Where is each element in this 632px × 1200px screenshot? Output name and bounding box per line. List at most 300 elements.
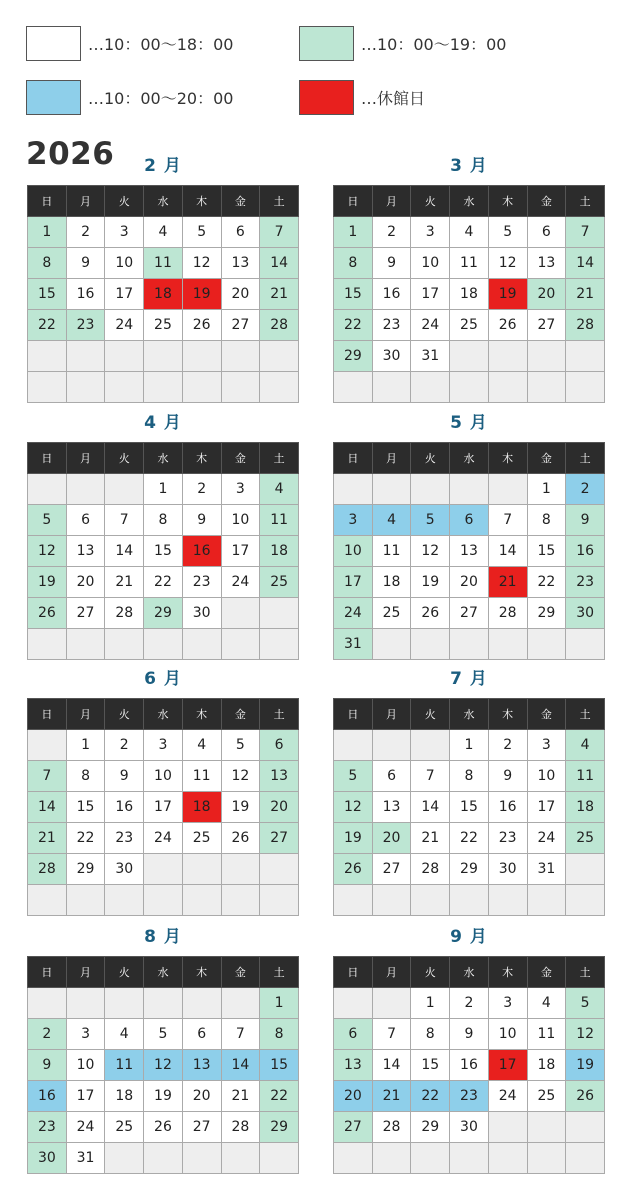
day-cell: 10 (144, 761, 183, 792)
day-cell: 17 (66, 1081, 105, 1112)
day-cell: 7 (372, 1019, 411, 1050)
month-calendar (27, 926, 299, 1174)
weekday-header: 月 (372, 186, 411, 217)
weekday-header: 日 (334, 443, 373, 474)
weekday-header: 日 (334, 186, 373, 217)
day-cell: 17 (144, 792, 183, 823)
empty-cell (66, 341, 105, 372)
day-cell: 25 (527, 1081, 566, 1112)
day-cell: 28 (488, 598, 527, 629)
month-title: 8 月 (144, 927, 182, 947)
week-row (334, 988, 605, 1019)
day-cell: 2 (28, 1019, 67, 1050)
day-cell: 20 (527, 279, 566, 310)
empty-cell (527, 1112, 566, 1143)
weekday-header-row (334, 957, 605, 988)
day-cell: 1 (334, 217, 373, 248)
empty-cell (411, 730, 450, 761)
day-cell: 5 (28, 505, 67, 536)
empty-cell (450, 474, 489, 505)
day-cell: 16 (372, 279, 411, 310)
weekday-header: 土 (566, 443, 605, 474)
day-cell: 29 (66, 854, 105, 885)
empty-cell (144, 341, 183, 372)
day-cell: 28 (105, 598, 144, 629)
empty-cell (411, 372, 450, 403)
empty-cell (450, 885, 489, 916)
day-cell: 13 (221, 248, 260, 279)
weekday-header: 土 (566, 699, 605, 730)
day-cell: 23 (105, 823, 144, 854)
legend-label: …10：00〜19：00 (361, 35, 507, 54)
legend-swatch-white (26, 26, 81, 61)
month-table (27, 698, 299, 916)
day-cell: 16 (566, 536, 605, 567)
day-cell: 26 (144, 1112, 183, 1143)
day-cell: 22 (66, 823, 105, 854)
weekday-header-row (28, 443, 299, 474)
day-cell: 15 (411, 1050, 450, 1081)
week-row (334, 536, 605, 567)
day-cell: 11 (450, 248, 489, 279)
month-table (27, 185, 299, 403)
day-cell: 20 (66, 567, 105, 598)
week-row (334, 310, 605, 341)
week-row (334, 761, 605, 792)
weekday-header: 水 (450, 186, 489, 217)
day-cell: 4 (527, 988, 566, 1019)
day-cell: 7 (105, 505, 144, 536)
day-cell: 29 (411, 1112, 450, 1143)
empty-cell (527, 372, 566, 403)
empty-cell (144, 372, 183, 403)
day-cell: 17 (221, 536, 260, 567)
day-cell: 28 (28, 854, 67, 885)
day-cell: 9 (372, 248, 411, 279)
day-cell: 14 (105, 536, 144, 567)
day-cell: 11 (527, 1019, 566, 1050)
weekday-header: 火 (105, 443, 144, 474)
day-cell: 24 (527, 823, 566, 854)
weekday-header: 水 (144, 699, 183, 730)
day-cell: 10 (488, 1019, 527, 1050)
month-calendar (333, 668, 605, 916)
day-cell: 1 (260, 988, 299, 1019)
empty-cell (105, 474, 144, 505)
day-cell: 11 (260, 505, 299, 536)
day-cell: 29 (527, 598, 566, 629)
day-cell: 13 (334, 1050, 373, 1081)
day-cell: 11 (144, 248, 183, 279)
week-row (334, 885, 605, 916)
empty-cell (144, 988, 183, 1019)
week-row (28, 505, 299, 536)
empty-cell (527, 1143, 566, 1174)
day-cell: 1 (144, 474, 183, 505)
day-cell: 17 (334, 567, 373, 598)
empty-cell (334, 730, 373, 761)
day-cell: 20 (182, 1081, 221, 1112)
legend-item-closed (299, 80, 425, 115)
week-row (334, 598, 605, 629)
month-table (333, 698, 605, 916)
day-cell: 2 (105, 730, 144, 761)
weekday-header: 金 (527, 957, 566, 988)
empty-cell (488, 341, 527, 372)
month-title: 9 月 (450, 927, 488, 947)
week-row (28, 792, 299, 823)
weekday-header: 木 (488, 186, 527, 217)
week-row (28, 885, 299, 916)
day-cell: 22 (450, 823, 489, 854)
day-cell: 18 (105, 1081, 144, 1112)
day-cell: 20 (372, 823, 411, 854)
day-cell: 20 (260, 792, 299, 823)
day-cell: 24 (488, 1081, 527, 1112)
weekday-header: 土 (260, 699, 299, 730)
weekday-header: 火 (411, 186, 450, 217)
day-cell: 21 (488, 567, 527, 598)
empty-cell (450, 629, 489, 660)
day-cell: 2 (66, 217, 105, 248)
day-cell: 23 (566, 567, 605, 598)
legend-label: …10：00〜18：00 (88, 35, 234, 54)
day-cell: 15 (144, 536, 183, 567)
day-cell: 28 (221, 1112, 260, 1143)
weekday-header: 日 (28, 186, 67, 217)
empty-cell (105, 988, 144, 1019)
empty-cell (28, 885, 67, 916)
weekday-header: 金 (527, 186, 566, 217)
empty-cell (372, 372, 411, 403)
day-cell: 22 (411, 1081, 450, 1112)
weekday-header: 木 (182, 699, 221, 730)
weekday-header: 木 (488, 699, 527, 730)
day-cell: 30 (105, 854, 144, 885)
empty-cell (411, 629, 450, 660)
day-cell: 12 (144, 1050, 183, 1081)
week-row (28, 567, 299, 598)
empty-cell (221, 854, 260, 885)
day-cell: 24 (66, 1112, 105, 1143)
day-cell: 14 (411, 792, 450, 823)
empty-cell (488, 1112, 527, 1143)
day-cell: 21 (105, 567, 144, 598)
day-cell: 15 (527, 536, 566, 567)
empty-cell (260, 598, 299, 629)
day-cell: 26 (334, 854, 373, 885)
empty-cell (144, 885, 183, 916)
empty-cell (527, 885, 566, 916)
day-cell: 25 (372, 598, 411, 629)
day-cell: 24 (221, 567, 260, 598)
day-cell: 31 (334, 629, 373, 660)
day-cell: 14 (372, 1050, 411, 1081)
day-cell: 2 (488, 730, 527, 761)
day-cell: 1 (527, 474, 566, 505)
weekday-header-row (334, 443, 605, 474)
day-cell: 8 (260, 1019, 299, 1050)
day-cell: 9 (450, 1019, 489, 1050)
empty-cell (66, 372, 105, 403)
day-cell: 23 (66, 310, 105, 341)
day-cell: 21 (411, 823, 450, 854)
day-cell: 27 (450, 598, 489, 629)
weekday-header: 金 (527, 443, 566, 474)
day-cell: 29 (260, 1112, 299, 1143)
month-title: 4 月 (144, 413, 182, 433)
day-cell: 13 (372, 792, 411, 823)
week-row (334, 1143, 605, 1174)
week-row (28, 1143, 299, 1174)
day-cell: 17 (105, 279, 144, 310)
weekday-header: 金 (221, 699, 260, 730)
day-cell: 5 (144, 1019, 183, 1050)
day-cell: 4 (182, 730, 221, 761)
day-cell: 25 (182, 823, 221, 854)
day-cell: 15 (334, 279, 373, 310)
month-table (333, 956, 605, 1174)
week-row (334, 823, 605, 854)
day-cell: 5 (411, 505, 450, 536)
day-cell: 10 (334, 536, 373, 567)
weekday-header-row (28, 699, 299, 730)
day-cell: 18 (182, 792, 221, 823)
day-cell: 28 (260, 310, 299, 341)
day-cell: 16 (105, 792, 144, 823)
week-row (28, 217, 299, 248)
day-cell: 5 (221, 730, 260, 761)
day-cell: 8 (411, 1019, 450, 1050)
weekday-header: 金 (527, 699, 566, 730)
day-cell: 26 (28, 598, 67, 629)
day-cell: 3 (144, 730, 183, 761)
day-cell: 19 (411, 567, 450, 598)
day-cell: 14 (260, 248, 299, 279)
empty-cell (527, 629, 566, 660)
day-cell: 25 (105, 1112, 144, 1143)
day-cell: 24 (144, 823, 183, 854)
empty-cell (105, 372, 144, 403)
day-cell: 16 (450, 1050, 489, 1081)
day-cell: 26 (488, 310, 527, 341)
empty-cell (488, 474, 527, 505)
week-row (28, 474, 299, 505)
day-cell: 20 (334, 1081, 373, 1112)
day-cell: 13 (182, 1050, 221, 1081)
month-calendar (333, 155, 605, 403)
day-cell: 1 (411, 988, 450, 1019)
legend-item-10-20 (26, 80, 233, 115)
weekday-header: 日 (28, 957, 67, 988)
day-cell: 21 (221, 1081, 260, 1112)
weekday-header: 水 (144, 443, 183, 474)
day-cell: 14 (221, 1050, 260, 1081)
day-cell: 12 (182, 248, 221, 279)
day-cell: 30 (450, 1112, 489, 1143)
weekday-header: 火 (105, 699, 144, 730)
legend-swatch-green (299, 26, 354, 61)
day-cell: 30 (488, 854, 527, 885)
empty-cell (144, 1143, 183, 1174)
empty-cell (372, 474, 411, 505)
empty-cell (488, 1143, 527, 1174)
day-cell: 7 (221, 1019, 260, 1050)
empty-cell (144, 629, 183, 660)
day-cell: 6 (221, 217, 260, 248)
week-row (334, 1081, 605, 1112)
day-cell: 14 (28, 792, 67, 823)
day-cell: 1 (28, 217, 67, 248)
day-cell: 27 (334, 1112, 373, 1143)
day-cell: 22 (28, 310, 67, 341)
empty-cell (260, 629, 299, 660)
day-cell: 19 (566, 1050, 605, 1081)
day-cell: 4 (105, 1019, 144, 1050)
day-cell: 3 (105, 217, 144, 248)
day-cell: 15 (450, 792, 489, 823)
day-cell: 14 (566, 248, 605, 279)
day-cell: 20 (221, 279, 260, 310)
week-row (334, 567, 605, 598)
week-row (334, 279, 605, 310)
empty-cell (260, 1143, 299, 1174)
day-cell: 18 (260, 536, 299, 567)
day-cell: 26 (182, 310, 221, 341)
empty-cell (182, 629, 221, 660)
empty-cell (182, 988, 221, 1019)
day-cell: 31 (411, 341, 450, 372)
day-cell: 11 (372, 536, 411, 567)
week-row (28, 372, 299, 403)
day-cell: 8 (144, 505, 183, 536)
week-row (28, 1019, 299, 1050)
day-cell: 29 (450, 854, 489, 885)
month-table (333, 442, 605, 660)
day-cell: 9 (488, 761, 527, 792)
day-cell: 3 (411, 217, 450, 248)
weekday-header: 月 (372, 699, 411, 730)
day-cell: 18 (450, 279, 489, 310)
legend-swatch-red (299, 80, 354, 115)
week-row (334, 248, 605, 279)
day-cell: 6 (527, 217, 566, 248)
day-cell: 22 (334, 310, 373, 341)
day-cell: 22 (144, 567, 183, 598)
empty-cell (566, 885, 605, 916)
day-cell: 5 (182, 217, 221, 248)
day-cell: 19 (28, 567, 67, 598)
day-cell: 7 (28, 761, 67, 792)
day-cell: 4 (566, 730, 605, 761)
day-cell: 24 (411, 310, 450, 341)
week-row (334, 1112, 605, 1143)
day-cell: 24 (334, 598, 373, 629)
day-cell: 25 (566, 823, 605, 854)
day-cell: 18 (372, 567, 411, 598)
weekday-header: 金 (221, 443, 260, 474)
week-row (334, 854, 605, 885)
day-cell: 16 (182, 536, 221, 567)
empty-cell (334, 474, 373, 505)
day-cell: 17 (488, 1050, 527, 1081)
weekday-header-row (334, 186, 605, 217)
day-cell: 20 (450, 567, 489, 598)
day-cell: 27 (260, 823, 299, 854)
day-cell: 23 (182, 567, 221, 598)
day-cell: 21 (372, 1081, 411, 1112)
empty-cell (221, 1143, 260, 1174)
month-calendar (333, 412, 605, 660)
day-cell: 3 (488, 988, 527, 1019)
weekday-header-row (334, 699, 605, 730)
week-row (28, 823, 299, 854)
day-cell: 13 (260, 761, 299, 792)
day-cell: 9 (566, 505, 605, 536)
month-title: 3 月 (450, 156, 488, 176)
empty-cell (221, 598, 260, 629)
day-cell: 8 (450, 761, 489, 792)
week-row (28, 730, 299, 761)
day-cell: 9 (28, 1050, 67, 1081)
weekday-header: 土 (260, 443, 299, 474)
weekday-header: 火 (105, 186, 144, 217)
day-cell: 5 (566, 988, 605, 1019)
day-cell: 4 (260, 474, 299, 505)
week-row (334, 1050, 605, 1081)
week-row (334, 730, 605, 761)
weekday-header: 土 (566, 957, 605, 988)
day-cell: 5 (334, 761, 373, 792)
week-row (28, 279, 299, 310)
month-table (27, 956, 299, 1174)
day-cell: 25 (260, 567, 299, 598)
day-cell: 18 (527, 1050, 566, 1081)
empty-cell (411, 474, 450, 505)
day-cell: 19 (182, 279, 221, 310)
day-cell: 29 (334, 341, 373, 372)
empty-cell (334, 1143, 373, 1174)
day-cell: 8 (334, 248, 373, 279)
week-row (28, 629, 299, 660)
empty-cell (182, 854, 221, 885)
day-cell: 26 (411, 598, 450, 629)
day-cell: 8 (28, 248, 67, 279)
empty-cell (221, 372, 260, 403)
empty-cell (334, 372, 373, 403)
legend-swatch-blue (26, 80, 81, 115)
weekday-header: 木 (488, 957, 527, 988)
week-row (334, 217, 605, 248)
day-cell: 23 (28, 1112, 67, 1143)
weekday-header: 金 (221, 186, 260, 217)
week-row (28, 854, 299, 885)
day-cell: 3 (66, 1019, 105, 1050)
month-table (27, 442, 299, 660)
weekday-header: 日 (334, 957, 373, 988)
day-cell: 27 (221, 310, 260, 341)
weekday-header: 水 (450, 957, 489, 988)
day-cell: 19 (144, 1081, 183, 1112)
day-cell: 17 (411, 279, 450, 310)
day-cell: 9 (66, 248, 105, 279)
day-cell: 27 (66, 598, 105, 629)
day-cell: 4 (450, 217, 489, 248)
day-cell: 9 (105, 761, 144, 792)
day-cell: 23 (488, 823, 527, 854)
weekday-header: 日 (334, 699, 373, 730)
day-cell: 18 (144, 279, 183, 310)
